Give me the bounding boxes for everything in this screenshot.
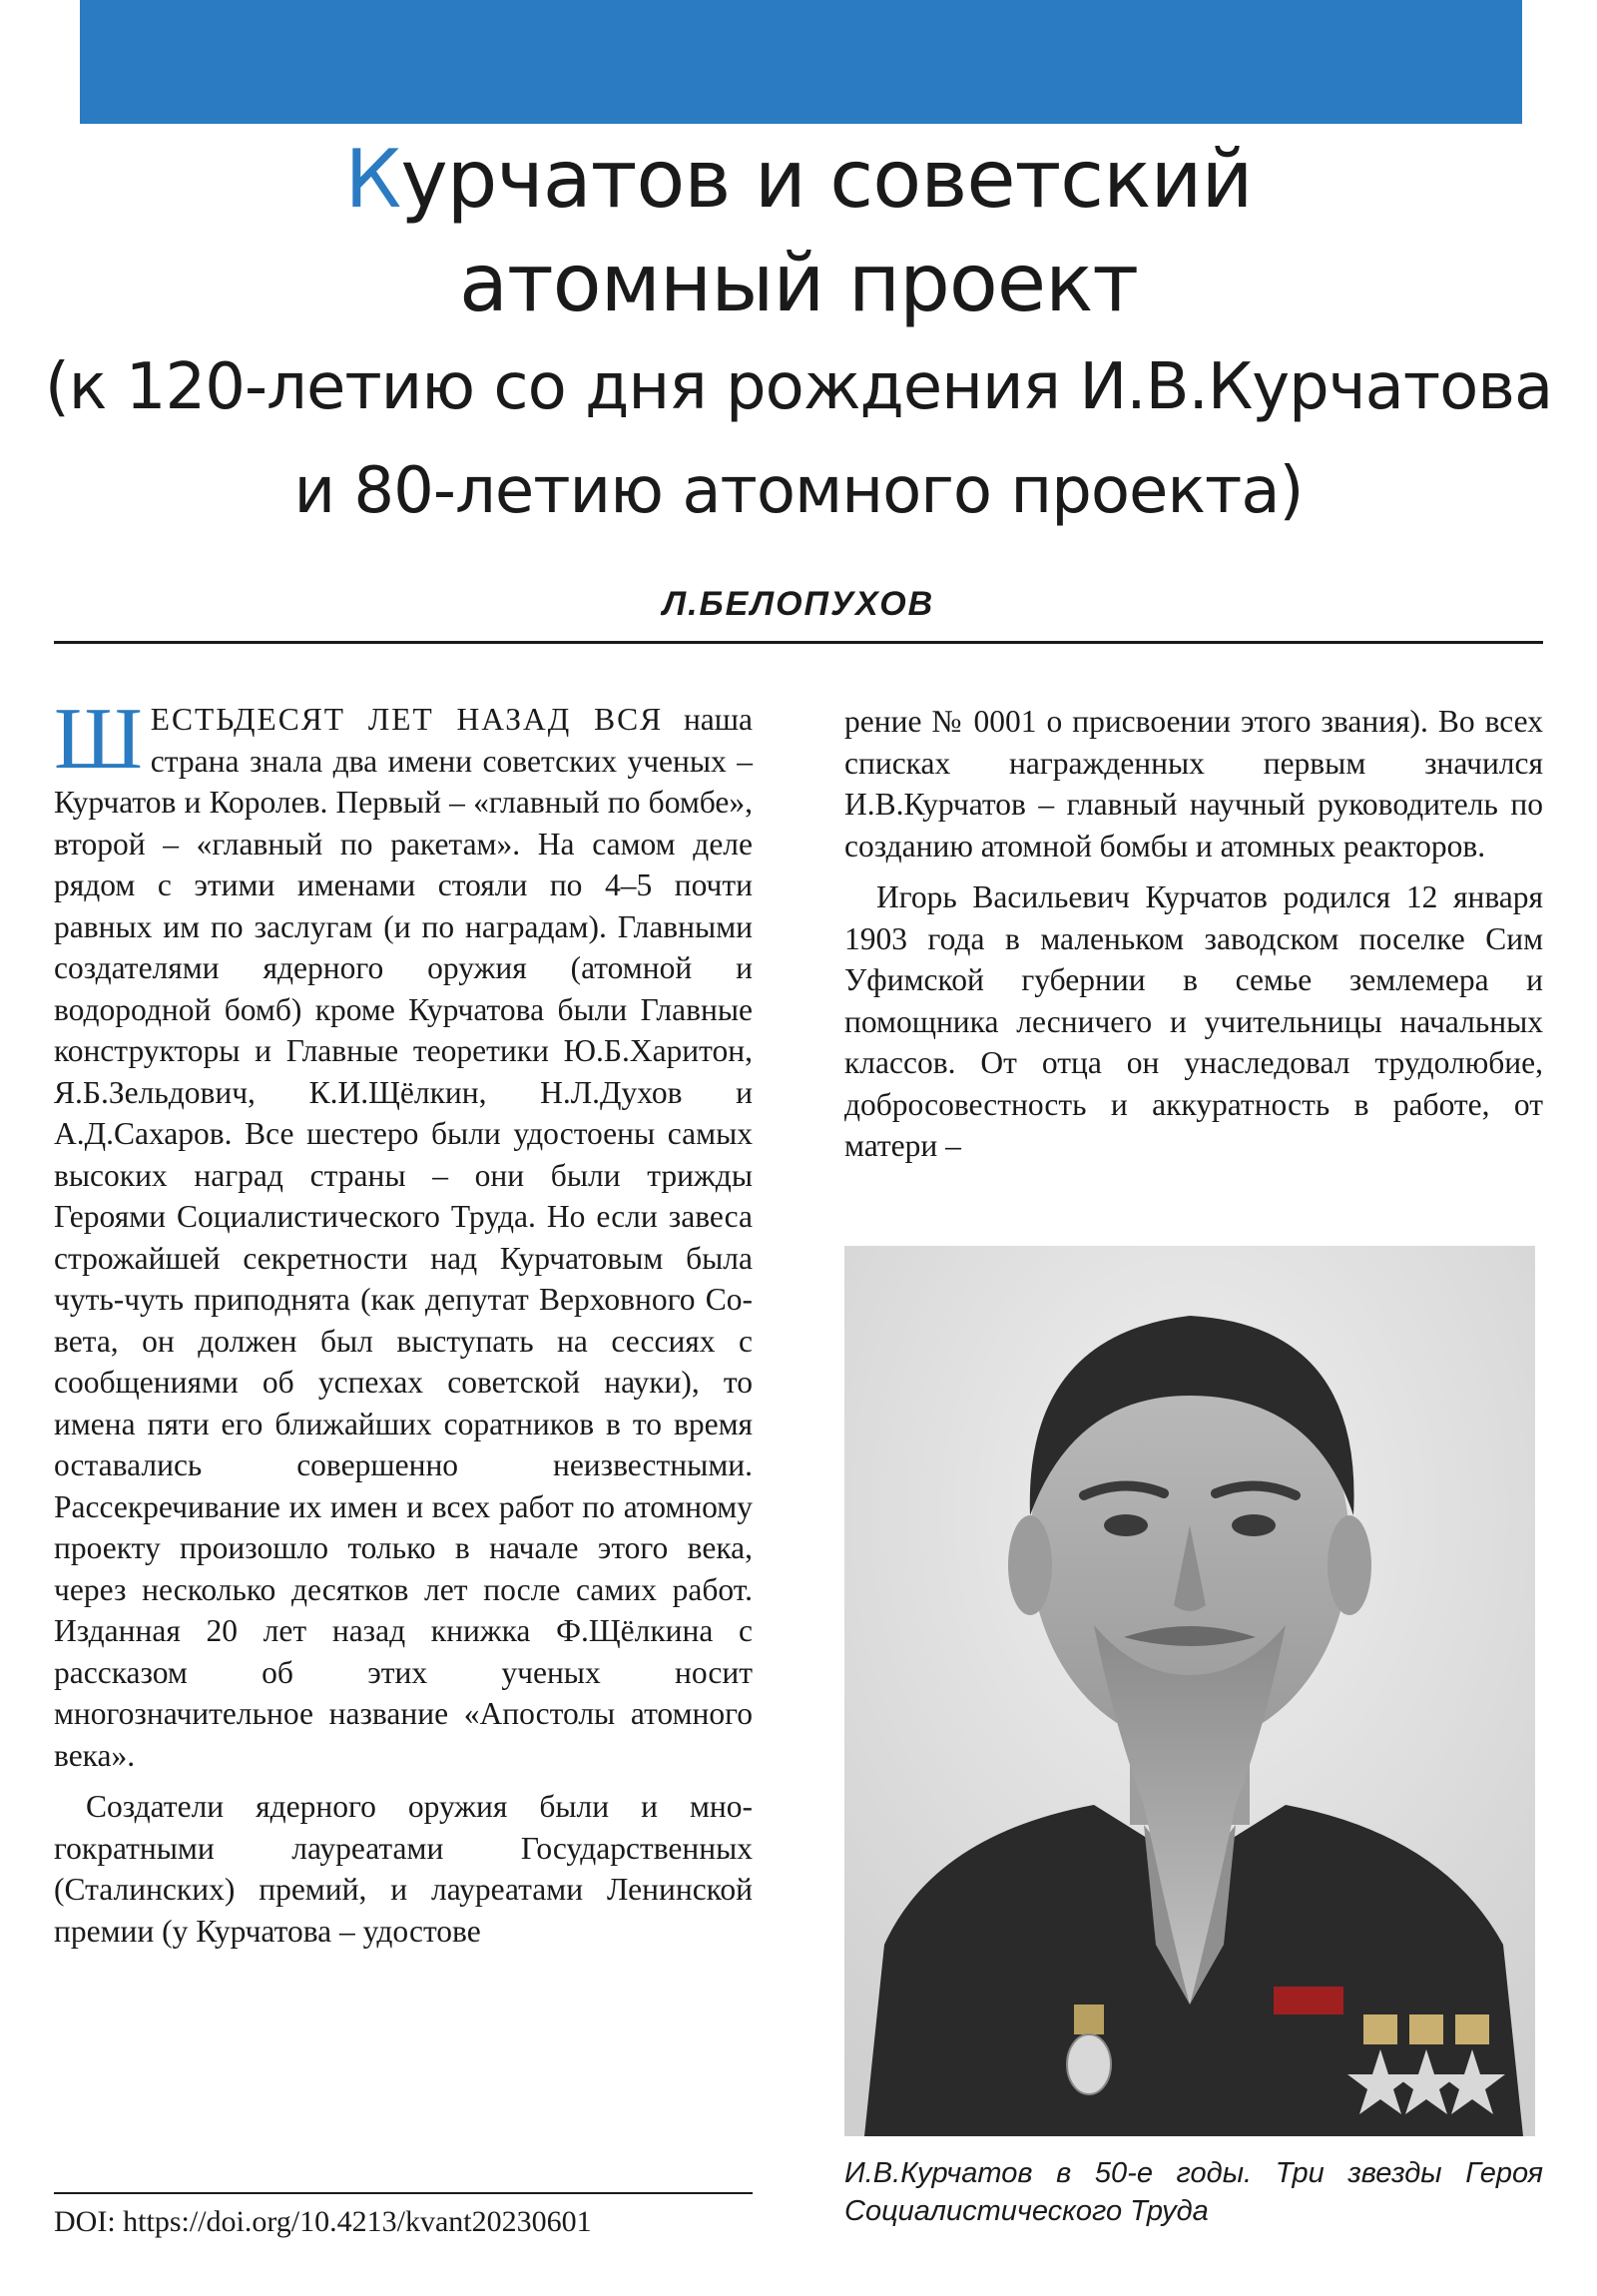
author-name: Л.БЕЛОПУХОВ bbox=[662, 585, 935, 623]
article-subtitle-line-2: и 80-летию атомного проекта) bbox=[293, 454, 1304, 528]
paragraph-1-text: наша страна знала два имени советских ученых – Курчатов и Королев. Первый – «главный по бомбе», второй – «главный по ракетам». На самом деле рядом с этими именами стояли по 4–5 почти равных им по заслугам (и по наградам). Главными создателями ядерного оружия (атомной и водородной бомб) кроме Курчатова были Главные конструкторы и Главные теоретики Ю.Б.Харитон, Я.Б.Зельдович, К.И.Щёлкин, Н.Л.Духов и А.Д.Сахаров. Все шестеро были удостоены самых высоких наград страны – они были трижды Героями Социалистического Труда. Но если завеса строжайшей секретности над Курчатовым была чуть-чуть приподнята (как депутат Верховного Совета, он должен был выступать на сессиях с сообщениями об успехах советской науки), то имена пяти его ближайших соратников в то время оставались совершенно неизвестными. Рассекречивание их имен и всех работ по атомному проекту произошло только в начале этого века, через несколько десятков лет после самих работ. Изданная 20 лет назад книжка Ф.Щёлкина с рассказом об этих ученых носит многозначительное название «Апостолы атомного века». bbox=[54, 702, 754, 1773]
portrait-illustration bbox=[844, 1246, 1535, 2136]
article-paragraph-2-continued: рение № 0001 о присвоении этого звания). Во всех списках награжденных первым значился И.В.Курчатов – главный научный руководитель по созданию атомной бомбы и атомных реакторов. bbox=[844, 704, 1543, 863]
article-paragraph-3: Игорь Васильевич Курчатов родился 12 января 1903 года в маленьком заводском поселке Сим Уфимской губернии в семье землемера и помощника лесничего и учительницы начальных классов. От отца он унаследовал трудолюбие, добросовестность и аккуратность в работе, от матери – bbox=[844, 879, 1543, 1163]
article-paragraph-2: Создатели ядерного оружия были и многократными лауреатами Государственных (Сталинских) премий, и лауреатами Ленинской премии (у Курчатова – удостове bbox=[54, 1789, 753, 1949]
portrait-photo bbox=[844, 1246, 1535, 2136]
drop-cap: Ш bbox=[54, 691, 143, 788]
doi-reference: DOI: https://doi.org/10.4213/kvant20230601 bbox=[54, 2205, 592, 2238]
article-paragraph-1 bbox=[54, 691, 754, 1776]
title-initial-letter: К bbox=[344, 133, 401, 226]
article-title-line-2: атомный проект bbox=[459, 237, 1138, 329]
author-divider bbox=[54, 641, 1543, 644]
article-title-block bbox=[0, 128, 1597, 543]
article-title-line-1 bbox=[0, 128, 1597, 232]
article-column-left bbox=[54, 691, 754, 1952]
doi-divider bbox=[54, 2192, 753, 2194]
header-color-bar bbox=[80, 0, 1522, 124]
article-column-right bbox=[844, 701, 1543, 1167]
article-subtitle-line-1: (к 120-летию со дня рождения И.В.Курчатова bbox=[44, 350, 1553, 424]
lead-in-smallcaps: ЕСТЬДЕСЯТ ЛЕТ НАЗАД ВСЯ bbox=[150, 702, 664, 737]
title-line-1-rest: урчатов и советский bbox=[400, 133, 1253, 226]
photo-caption: И.В.Курчатов в 50-е годы. Три звезды Героя Социалистического Труда bbox=[844, 2157, 1543, 2227]
